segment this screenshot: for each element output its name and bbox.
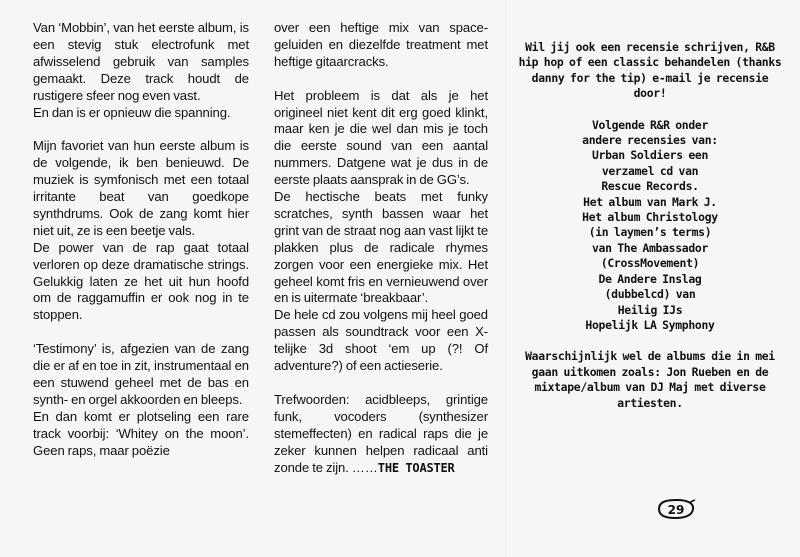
- paragraph: De hele cd zou volgens mij heel goed passen als soundtrack voor een X-telijke 3d shoot ‘em up (?! Of adventure?) of een actieserie.: [274, 307, 488, 374]
- list-line: (in laymen’s terms): [588, 225, 712, 240]
- call-to-action-text: Wil jij ook een recensie schrijven, R&B hip hop of een classic behandelen (thanks danny for the tip) e-mail je recensie door!: [518, 40, 782, 101]
- list-line: (CrossMovement): [600, 256, 700, 271]
- list-line: Het album Christology: [582, 210, 718, 225]
- paragraph: De hectische beats met funky scratches, synth bassen waar het grint van de straat nog aan vast lijkt te plakken plus de radicale rhymes zorgen voor een energieke mix. Het geheel komt fris en vernieuwend over en is uitermate ‘breakbaar’.: [274, 189, 488, 306]
- author-signature: THE TOASTER: [377, 460, 455, 475]
- list-line: Rescue Records.: [601, 179, 699, 194]
- paragraph-keywords: [274, 392, 488, 477]
- list-line: De Andere Inslag: [598, 271, 702, 286]
- paragraph: En dan is er opnieuw die spanning.: [33, 104, 231, 120]
- upcoming-albums-text: Waarschijnlijk wel de albums die in mei gaan uitkomen zoals: Jon Rueben en de mixtape/album van DJ Maj met diverse artiesten.: [525, 349, 775, 410]
- list-line: Het album van Mark J.: [583, 194, 717, 209]
- page-fold-divider: [505, 0, 506, 557]
- list-line: (dubbelcd) van: [604, 287, 696, 302]
- paragraph: Mijn favoriet van hun eerste album is de volgende, ik ben benieuwd. De muziek is symfonisch met een totaal irritante beat van goedkope synthdrums. Ook de zang komt hier niet uit, ze is een beetje vals.: [33, 138, 249, 238]
- list-line: verzamel cd van: [601, 163, 699, 178]
- article-column-middle: [274, 20, 488, 476]
- page-number-badge: [656, 498, 696, 520]
- article-column-left: [33, 20, 249, 460]
- paragraph: Van ‘Mobbin’, van het eerste album, is een stevig stuk electrofunk met afwisselend gebruik van samples gemaakt. Deze track houdt de rustigere sfeer nog even vast.: [33, 20, 249, 103]
- paragraph: De power van de rap gaat totaal verloren op deze dramatische strings. Gelukkig laten ze het uit hun hoofd om de raggamuffin er ook nog in te stoppen.: [33, 239, 249, 323]
- list-line: van The Ambassador: [591, 240, 709, 255]
- list-line: Heilig IJs: [617, 302, 683, 317]
- list-line: Urban Soldiers een: [591, 148, 709, 163]
- paragraph: En dan komt er plotseling een rare track voorbij: ‘Whitey on the moon’. Geen raps, maar poëzie: [33, 408, 249, 458]
- list-line: Hopelijk LA Symphony: [585, 317, 715, 332]
- keywords-text: Trefwoorden: acidbleeps, grintige funk, vocoders (synthesizer stemeffecten) en radical raps die je zeker kunnen helpen radicaal anti zonde te zijn. ……: [274, 391, 488, 475]
- paragraph: Het probleem is dat als je het origineel niet kent dit erg goed klinkt, maar ken je die wel dan mis je toch die eerste sound van een aantal nummers. Datgene wat je dus in de eerste plaats aansprak in de GG’s.: [274, 87, 488, 188]
- upcoming-reviews-list: [515, 118, 785, 334]
- paragraph: over een heftige mix van space-geluiden en diezelfde treatment met heftige gitaarcracks.: [274, 20, 488, 69]
- list-line: Volgende R&R onder: [591, 117, 709, 132]
- sidebar-column-right: [515, 40, 785, 411]
- page-number: 29: [667, 503, 685, 517]
- list-line: andere recensies van:: [582, 133, 718, 148]
- paragraph: ‘Testimony’ is, afgezien van de zang die er af en toe in zit, instrumentaal en een stuwend geheel met de bas en synth- en orgel akkoorden en bleeps.: [33, 341, 249, 407]
